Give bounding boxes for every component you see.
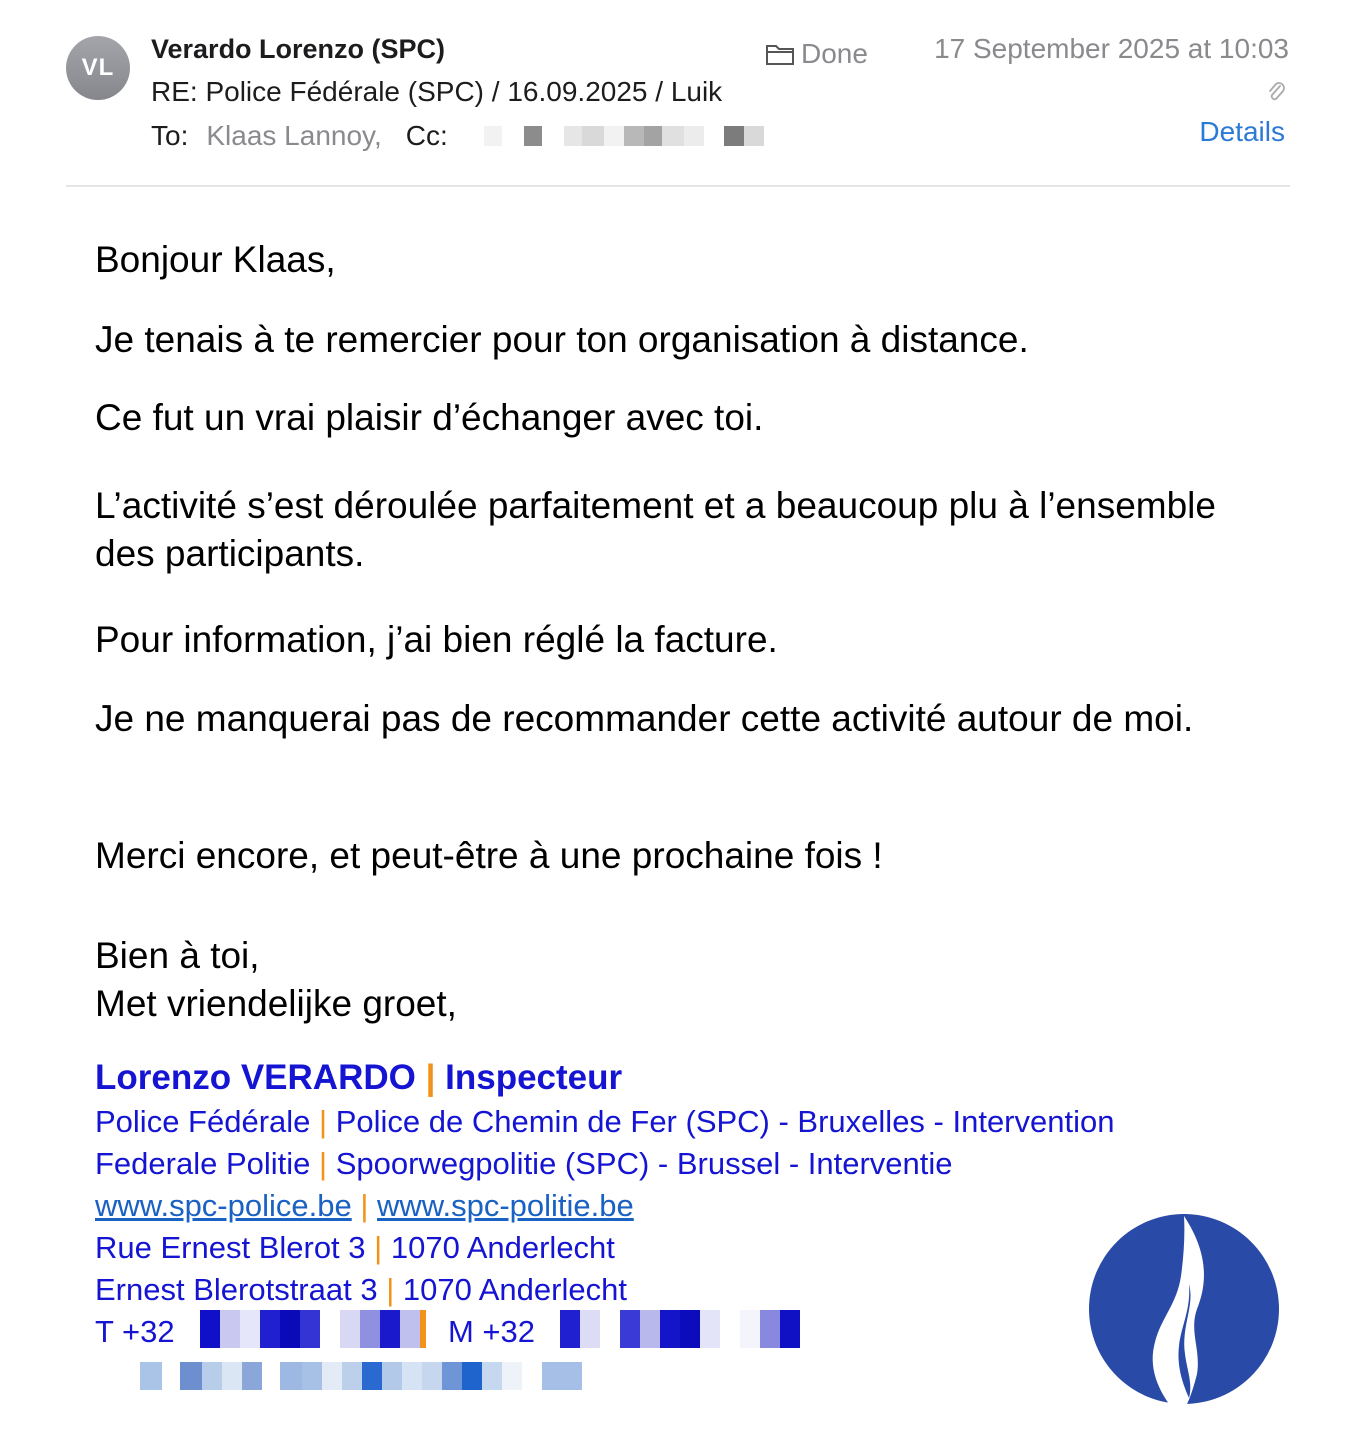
phone-redacted <box>200 1310 426 1348</box>
org-fr: Police Fédérale <box>95 1104 311 1139</box>
signature-name: Lorenzo VERARDO <box>95 1058 416 1097</box>
paragraph-2: Ce fut un vrai plaisir d’échanger avec toi. <box>95 397 764 438</box>
phone-prefix: T +32 <box>95 1314 175 1349</box>
paragraph-3: L’activité s’est déroulée parfaitement et a beaucoup plu à l’ensemble des participants. <box>95 485 1216 574</box>
folder-label: Done <box>801 38 868 69</box>
folder-indicator[interactable] <box>765 38 868 70</box>
mobile-redacted <box>560 1310 800 1348</box>
greeting: Bonjour Klaas, <box>95 239 336 280</box>
signature-address-fr <box>95 1227 615 1269</box>
to-label: To: <box>151 120 189 151</box>
to-recipient[interactable]: Klaas Lannoy, <box>206 120 382 151</box>
email-subject: RE: Police Fédérale (SPC) / 16.09.2025 / Luik <box>151 76 723 107</box>
header-divider <box>66 185 1290 187</box>
paragraph-4: Pour information, j’ai bien réglé la facture. <box>95 619 778 660</box>
closing-line-1: Bien à toi, <box>95 935 260 976</box>
signature-websites <box>95 1185 634 1227</box>
city-nl: 1070 Anderlecht <box>402 1272 627 1307</box>
signature-address-nl <box>95 1269 627 1311</box>
signature-org-fr <box>95 1101 1114 1143</box>
signature-org-nl <box>95 1143 953 1185</box>
city-fr: 1070 Anderlecht <box>390 1230 615 1265</box>
police-flame-logo <box>1089 1214 1279 1404</box>
signature-name-line <box>95 1057 622 1099</box>
sender-name[interactable]: Verardo Lorenzo (SPC) <box>151 34 446 64</box>
avatar: VL <box>66 36 130 100</box>
details-link[interactable]: Details <box>1199 116 1285 147</box>
mobile-prefix: M +32 <box>448 1314 536 1349</box>
paragraph-5: Je ne manquerai pas de recommander cette activité autour de moi. <box>95 698 1194 739</box>
cc-redacted <box>484 126 764 146</box>
org-nl: Federale Politie <box>95 1146 311 1181</box>
closing-line-2: Met vriendelijke groet, <box>95 983 457 1024</box>
folder-icon <box>765 42 795 66</box>
email-date: 17 September 2025 at 10:03 <box>934 33 1289 64</box>
website-nl-link[interactable]: www.spc-politie.be <box>377 1188 634 1223</box>
separator: | <box>386 1272 395 1307</box>
street-nl: Ernest Blerotstraat 3 <box>95 1272 378 1307</box>
dept-nl: Spoorwegpolitie (SPC) - Brussel - Interventie <box>335 1146 953 1181</box>
separator: | <box>319 1104 328 1139</box>
paragraph-1: Je tenais à te remercier pour ton organisation à distance. <box>95 319 1029 360</box>
signature-role: Inspecteur <box>445 1058 623 1097</box>
recipients-row <box>151 120 764 152</box>
website-fr-link[interactable]: www.spc-police.be <box>95 1188 352 1223</box>
dept-fr: Police de Chemin de Fer (SPC) - Bruxelles - Intervention <box>335 1104 1115 1139</box>
separator: | <box>374 1230 383 1265</box>
separator: | <box>360 1188 369 1223</box>
signature-redacted-line <box>95 1362 582 1390</box>
street-fr: Rue Ernest Blerot 3 <box>95 1230 366 1265</box>
cc-label: Cc: <box>405 120 448 151</box>
signature-phones <box>95 1311 175 1353</box>
paragraph-6: Merci encore, et peut-être à une prochaine fois ! <box>95 835 883 876</box>
separator: | <box>319 1146 328 1181</box>
separator: | <box>425 1058 436 1097</box>
paperclip-icon[interactable] <box>1266 80 1286 109</box>
